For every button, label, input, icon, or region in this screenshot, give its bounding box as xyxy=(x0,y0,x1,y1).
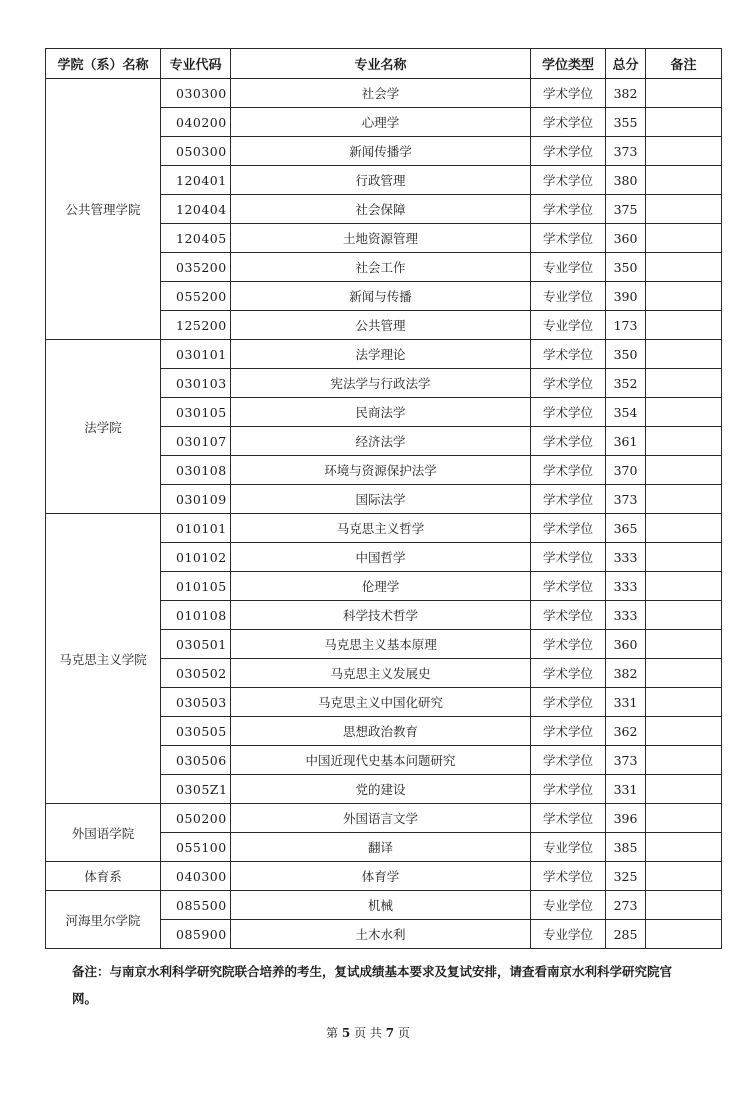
remark-cell xyxy=(646,108,722,137)
total-score: 331 xyxy=(606,775,646,804)
major-name: 翻译 xyxy=(231,833,531,862)
table-row xyxy=(46,340,722,369)
major-code: 120404 xyxy=(161,195,231,224)
major-code: 030101 xyxy=(161,340,231,369)
major-name: 行政管理 xyxy=(231,166,531,195)
footer-middle: 页 共 xyxy=(354,1026,382,1040)
header-degree-type: 学位类型 xyxy=(531,49,606,79)
remark-cell xyxy=(646,688,722,717)
major-name: 国际法学 xyxy=(231,485,531,514)
total-score: 350 xyxy=(606,253,646,282)
score-table xyxy=(45,48,722,949)
college-name: 马克思主义学院 xyxy=(46,514,161,804)
total-score: 325 xyxy=(606,862,646,891)
degree-type: 学术学位 xyxy=(531,427,606,456)
major-name: 宪法学与行政法学 xyxy=(231,369,531,398)
remark-cell xyxy=(646,137,722,166)
major-name: 土地资源管理 xyxy=(231,224,531,253)
college-name: 河海里尔学院 xyxy=(46,891,161,949)
degree-type: 学术学位 xyxy=(531,166,606,195)
degree-type: 学术学位 xyxy=(531,224,606,253)
total-score: 360 xyxy=(606,224,646,253)
degree-type: 学术学位 xyxy=(531,543,606,572)
major-code: 030108 xyxy=(161,456,231,485)
major-code: 120401 xyxy=(161,166,231,195)
total-score: 390 xyxy=(606,282,646,311)
degree-type: 学术学位 xyxy=(531,514,606,543)
table-row xyxy=(46,804,722,833)
total-score: 285 xyxy=(606,920,646,949)
header-remark: 备注 xyxy=(646,49,722,79)
total-score: 333 xyxy=(606,572,646,601)
total-score: 375 xyxy=(606,195,646,224)
degree-type: 学术学位 xyxy=(531,572,606,601)
major-name: 社会保障 xyxy=(231,195,531,224)
major-name: 社会学 xyxy=(231,79,531,108)
degree-type: 学术学位 xyxy=(531,137,606,166)
remark-cell xyxy=(646,862,722,891)
major-code: 120405 xyxy=(161,224,231,253)
degree-type: 学术学位 xyxy=(531,369,606,398)
major-code: 085500 xyxy=(161,891,231,920)
major-code: 085900 xyxy=(161,920,231,949)
major-name: 马克思主义中国化研究 xyxy=(231,688,531,717)
total-score: 373 xyxy=(606,137,646,166)
remark-cell xyxy=(646,456,722,485)
major-code: 050200 xyxy=(161,804,231,833)
degree-type: 学术学位 xyxy=(531,717,606,746)
total-score: 385 xyxy=(606,833,646,862)
college-name: 法学院 xyxy=(46,340,161,514)
total-score: 350 xyxy=(606,340,646,369)
major-name: 外国语言文学 xyxy=(231,804,531,833)
major-code: 050300 xyxy=(161,137,231,166)
table-row xyxy=(46,514,722,543)
table-header-row xyxy=(46,49,722,79)
remark-cell xyxy=(646,891,722,920)
total-score: 361 xyxy=(606,427,646,456)
degree-type: 专业学位 xyxy=(531,920,606,949)
footer-suffix: 页 xyxy=(397,1026,410,1040)
degree-type: 学术学位 xyxy=(531,195,606,224)
degree-type: 学术学位 xyxy=(531,804,606,833)
total-score: 173 xyxy=(606,311,646,340)
major-code: 0305Z1 xyxy=(161,775,231,804)
remark-cell xyxy=(646,775,722,804)
footnote: 备注：与南京水利科学研究院联合培养的考生，复试成绩基本要求及复试安排，请查看南京水利科学研究院官网。 xyxy=(72,964,673,1006)
major-name: 马克思主义哲学 xyxy=(231,514,531,543)
major-code: 040200 xyxy=(161,108,231,137)
major-code: 030502 xyxy=(161,659,231,688)
degree-type: 专业学位 xyxy=(531,253,606,282)
major-code: 125200 xyxy=(161,311,231,340)
total-score: 373 xyxy=(606,746,646,775)
remark-cell xyxy=(646,659,722,688)
degree-type: 专业学位 xyxy=(531,282,606,311)
total-score: 333 xyxy=(606,601,646,630)
remark-cell xyxy=(646,166,722,195)
degree-type: 学术学位 xyxy=(531,398,606,427)
major-code: 010102 xyxy=(161,543,231,572)
degree-type: 专业学位 xyxy=(531,833,606,862)
remark-cell xyxy=(646,833,722,862)
remark-cell xyxy=(646,543,722,572)
major-code: 030103 xyxy=(161,369,231,398)
degree-type: 学术学位 xyxy=(531,79,606,108)
degree-type: 学术学位 xyxy=(531,340,606,369)
remark-cell xyxy=(646,630,722,659)
major-name: 科学技术哲学 xyxy=(231,601,531,630)
major-name: 中国哲学 xyxy=(231,543,531,572)
major-name: 机械 xyxy=(231,891,531,920)
remark-cell xyxy=(646,253,722,282)
major-name: 伦理学 xyxy=(231,572,531,601)
page-number: 5 xyxy=(341,1026,351,1040)
total-score: 352 xyxy=(606,369,646,398)
table-row xyxy=(46,79,722,108)
degree-type: 学术学位 xyxy=(531,688,606,717)
footer-prefix: 第 xyxy=(326,1026,339,1040)
major-code: 010101 xyxy=(161,514,231,543)
degree-type: 学术学位 xyxy=(531,601,606,630)
degree-type: 学术学位 xyxy=(531,862,606,891)
major-name: 公共管理 xyxy=(231,311,531,340)
total-score: 362 xyxy=(606,717,646,746)
major-code: 035200 xyxy=(161,253,231,282)
major-name: 新闻与传播 xyxy=(231,282,531,311)
major-code: 055100 xyxy=(161,833,231,862)
degree-type: 学术学位 xyxy=(531,659,606,688)
major-code: 030300 xyxy=(161,79,231,108)
page-total: 7 xyxy=(385,1026,395,1040)
remark-cell xyxy=(646,572,722,601)
header-code: 专业代码 xyxy=(161,49,231,79)
degree-type: 专业学位 xyxy=(531,311,606,340)
major-code: 010105 xyxy=(161,572,231,601)
remark-cell xyxy=(646,282,722,311)
major-name: 体育学 xyxy=(231,862,531,891)
remark-cell xyxy=(646,485,722,514)
major-code: 030505 xyxy=(161,717,231,746)
major-name: 社会工作 xyxy=(231,253,531,282)
degree-type: 学术学位 xyxy=(531,456,606,485)
total-score: 380 xyxy=(606,166,646,195)
page-footer xyxy=(0,1024,736,1041)
remark-cell xyxy=(646,920,722,949)
degree-type: 学术学位 xyxy=(531,485,606,514)
remark-cell xyxy=(646,398,722,427)
remark-cell xyxy=(646,427,722,456)
total-score: 382 xyxy=(606,659,646,688)
remark-cell xyxy=(646,311,722,340)
remark-cell xyxy=(646,224,722,253)
major-code: 010108 xyxy=(161,601,231,630)
major-name: 环境与资源保护法学 xyxy=(231,456,531,485)
header-major: 专业名称 xyxy=(231,49,531,79)
total-score: 333 xyxy=(606,543,646,572)
remark-cell xyxy=(646,195,722,224)
total-score: 354 xyxy=(606,398,646,427)
major-name: 新闻传播学 xyxy=(231,137,531,166)
remark-cell xyxy=(646,369,722,398)
degree-type: 学术学位 xyxy=(531,630,606,659)
table-row xyxy=(46,891,722,920)
remark-cell xyxy=(646,79,722,108)
major-name: 马克思主义发展史 xyxy=(231,659,531,688)
total-score: 360 xyxy=(606,630,646,659)
header-college: 学院（系）名称 xyxy=(46,49,161,79)
table-row xyxy=(46,862,722,891)
college-name: 体育系 xyxy=(46,862,161,891)
major-name: 思想政治教育 xyxy=(231,717,531,746)
degree-type: 学术学位 xyxy=(531,108,606,137)
major-code: 055200 xyxy=(161,282,231,311)
remark-cell xyxy=(646,717,722,746)
remark-cell xyxy=(646,340,722,369)
total-score: 382 xyxy=(606,79,646,108)
total-score: 373 xyxy=(606,485,646,514)
major-name: 心理学 xyxy=(231,108,531,137)
degree-type: 专业学位 xyxy=(531,891,606,920)
major-name: 中国近现代史基本问题研究 xyxy=(231,746,531,775)
total-score: 396 xyxy=(606,804,646,833)
total-score: 365 xyxy=(606,514,646,543)
total-score: 370 xyxy=(606,456,646,485)
total-score: 273 xyxy=(606,891,646,920)
major-name: 土木水利 xyxy=(231,920,531,949)
major-code: 030105 xyxy=(161,398,231,427)
degree-type: 学术学位 xyxy=(531,775,606,804)
major-name: 马克思主义基本原理 xyxy=(231,630,531,659)
remark-cell xyxy=(646,804,722,833)
table-body xyxy=(46,79,722,949)
major-code: 030109 xyxy=(161,485,231,514)
college-name: 外国语学院 xyxy=(46,804,161,862)
remark-cell xyxy=(646,746,722,775)
total-score: 355 xyxy=(606,108,646,137)
remark-cell xyxy=(646,601,722,630)
major-code: 030501 xyxy=(161,630,231,659)
major-code: 030107 xyxy=(161,427,231,456)
major-code: 040300 xyxy=(161,862,231,891)
major-code: 030503 xyxy=(161,688,231,717)
major-name: 党的建设 xyxy=(231,775,531,804)
remark-cell xyxy=(646,514,722,543)
header-total: 总分 xyxy=(606,49,646,79)
major-name: 法学理论 xyxy=(231,340,531,369)
major-name: 民商法学 xyxy=(231,398,531,427)
college-name: 公共管理学院 xyxy=(46,79,161,340)
degree-type: 学术学位 xyxy=(531,746,606,775)
major-name: 经济法学 xyxy=(231,427,531,456)
major-code: 030506 xyxy=(161,746,231,775)
total-score: 331 xyxy=(606,688,646,717)
